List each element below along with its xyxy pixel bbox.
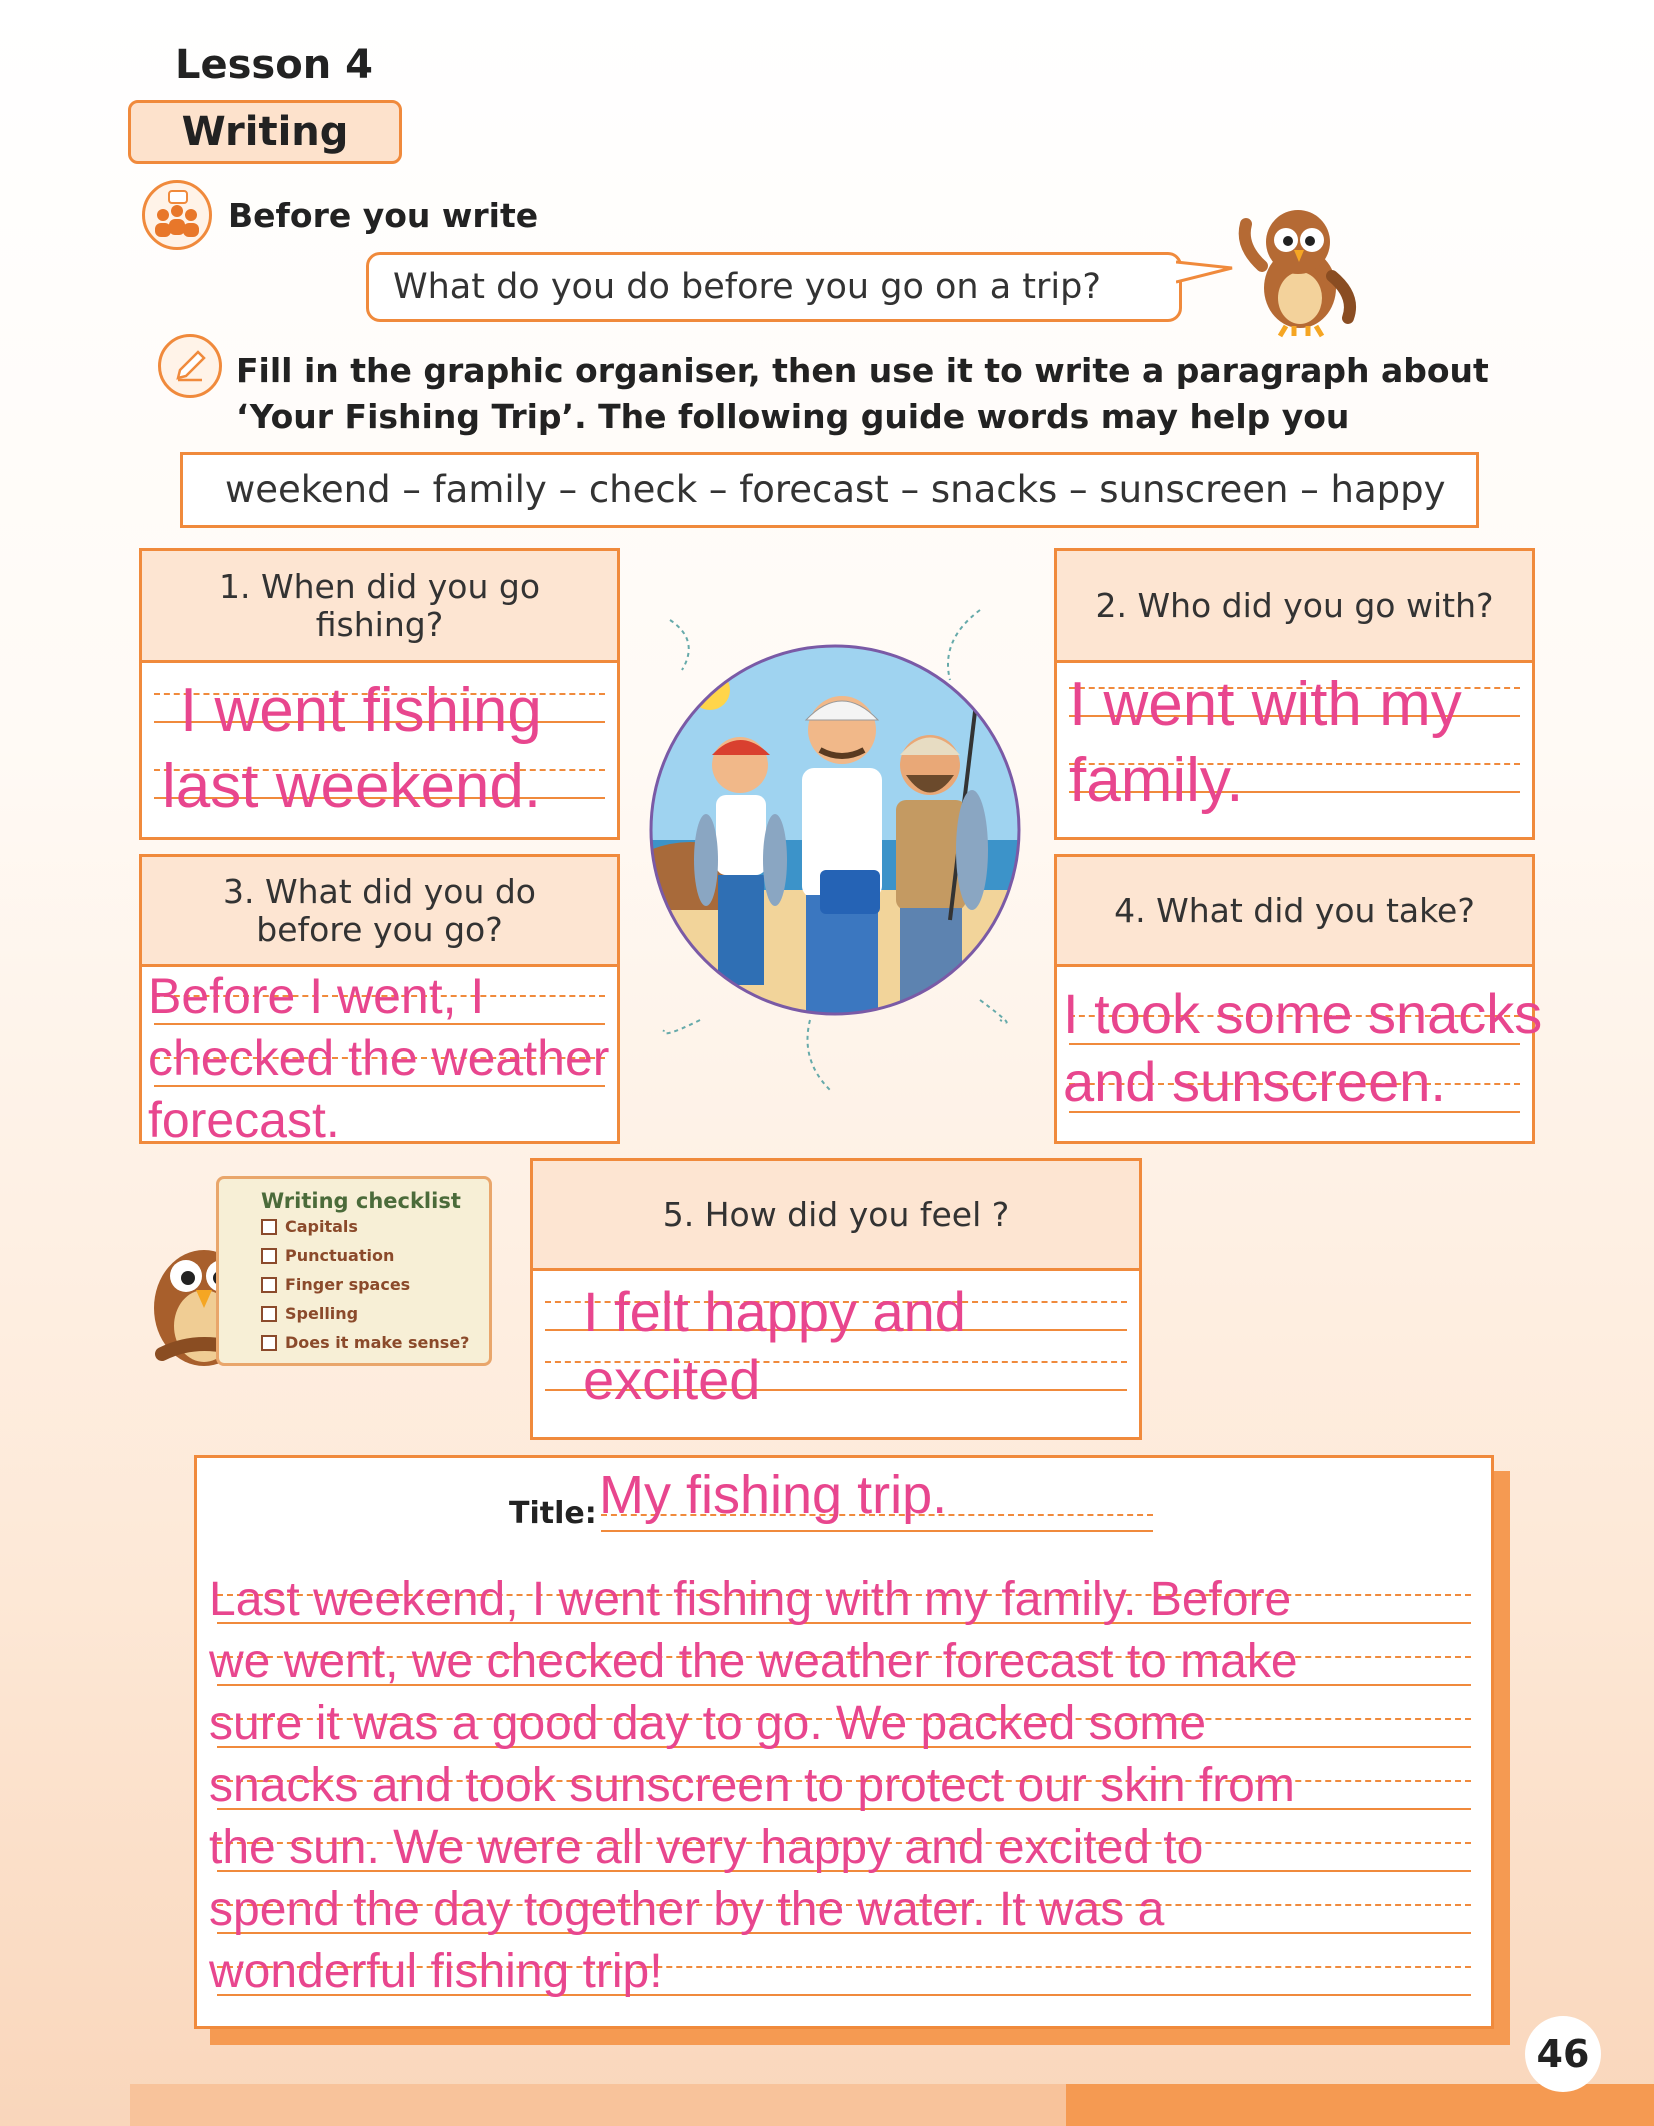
answer-when-line-2[interactable]: last weekend. (162, 752, 542, 821)
before-you-write-heading: Before you write (228, 196, 539, 235)
checkbox[interactable] (261, 1277, 277, 1293)
question-when: 1. When did you go fishing? (142, 551, 617, 663)
paragraph-line-1[interactable]: Last weekend, I went fishing with my family. Before (209, 1573, 1292, 1626)
title-solid-line (601, 1530, 1153, 1532)
checkbox[interactable] (261, 1248, 277, 1264)
organiser-box-who (1054, 548, 1535, 840)
checklist-item-punctuation[interactable]: Punctuation (261, 1246, 489, 1265)
paragraph-line-6[interactable]: spend the day together by the water. It was a (209, 1883, 1165, 1936)
discussion-icon (142, 180, 212, 250)
answer-area-who (1057, 663, 1532, 837)
checkbox[interactable] (261, 1219, 277, 1235)
paragraph-lines (209, 1573, 1471, 2024)
paragraph-line-7[interactable]: wonderful fishing trip! (209, 1945, 663, 1998)
checklist-item-spelling[interactable]: Spelling (261, 1304, 489, 1323)
paragraph-line-5[interactable]: the sun. We were all very happy and excited to (209, 1821, 1204, 1874)
answer-take-line-1[interactable]: I took some snacks (1063, 982, 1543, 1045)
organiser-box-before (139, 854, 620, 1148)
speech-bubble-tail (1176, 258, 1236, 288)
answer-area-when (142, 663, 617, 837)
paragraph-writing-box (194, 1455, 1494, 2029)
page-number: 46 (1525, 2016, 1601, 2092)
answer-area-feel (533, 1271, 1139, 1437)
paragraph-line-4[interactable]: snacks and took sunscreen to protect our skin from (209, 1759, 1295, 1812)
question-before: 3. What did you do before you go? (142, 857, 617, 967)
title-label: Title: (509, 1496, 597, 1531)
answer-who-line-1[interactable]: I went with my (1069, 670, 1462, 739)
guide-words-box: weekend – family – check – forecast – snacks – sunscreen – happy (180, 452, 1479, 528)
answer-before-line-1[interactable]: Before I went, I (148, 968, 485, 1024)
organiser-box-when (139, 548, 620, 840)
answer-take-line-2[interactable]: and sunscreen. (1063, 1050, 1446, 1113)
writing-checklist (216, 1176, 492, 1366)
question-speech-bubble: What do you do before you go on a trip? (366, 252, 1182, 322)
answer-before-line-2[interactable]: checked the weather (148, 1030, 610, 1086)
checklist-item-makes-sense[interactable]: Does it make sense? (261, 1333, 489, 1352)
question-feel: 5. How did you feel ? (533, 1161, 1139, 1271)
question-who: 2. Who did you go with? (1057, 551, 1532, 663)
checklist-title: Writing checklist (261, 1189, 461, 1213)
instruction-line-2: ‘Your Fishing Trip’. The following guide words may help you (236, 397, 1350, 436)
answer-feel-line-1[interactable]: I felt happy and (583, 1280, 966, 1343)
owl-waving-illustration (1232, 206, 1362, 338)
answer-feel-line-2[interactable]: excited (583, 1348, 761, 1411)
organiser-box-feel (530, 1158, 1142, 1440)
organiser-box-take (1054, 854, 1543, 1144)
checklist-item-finger-spaces[interactable]: Finger spaces (261, 1275, 489, 1294)
checklist-item-capitals[interactable]: Capitals (261, 1217, 489, 1236)
title-answer[interactable]: My fishing trip. (599, 1465, 948, 1525)
answer-area-take (1057, 967, 1543, 1141)
answer-before-line-3[interactable]: forecast. (148, 1092, 340, 1148)
paragraph-line-3[interactable]: sure it was a good day to go. We packed some (209, 1697, 1207, 1750)
answer-who-line-2[interactable]: family. (1069, 746, 1244, 815)
answer-area-before (142, 967, 617, 1148)
instruction-text (236, 348, 1526, 440)
instruction-line-1: Fill in the graphic organiser, then use it to write a paragraph about (236, 351, 1489, 390)
question-take: 4. What did you take? (1057, 857, 1532, 967)
answer-when-line-1[interactable]: I went fishing (180, 676, 542, 745)
lesson-title: Lesson 4 (175, 42, 373, 88)
pencil-icon (158, 334, 222, 398)
paragraph-line-2[interactable]: we went, we checked the weather forecast to make (209, 1635, 1298, 1688)
checkbox[interactable] (261, 1335, 277, 1351)
family-fishing-illustration (620, 590, 1054, 1120)
checkbox[interactable] (261, 1306, 277, 1322)
section-tab-writing: Writing (128, 100, 402, 164)
